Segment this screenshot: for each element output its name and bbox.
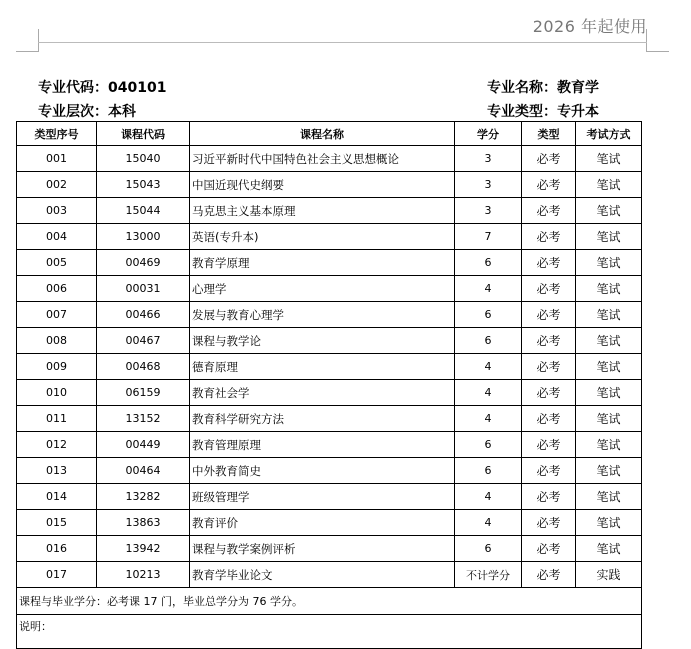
cell-credits: 6 — [455, 458, 522, 484]
major-code-label: 专业代码 ： — [38, 80, 108, 96]
col-header-credits: 学分 — [455, 122, 522, 146]
cell-seq: 003 — [17, 198, 97, 224]
major-type-label: 专业类型 ： — [487, 104, 557, 120]
cell-credits: 6 — [455, 250, 522, 276]
table-row — [17, 562, 642, 588]
col-header-type: 类型 — [522, 122, 576, 146]
cell-type: 必考 — [522, 224, 576, 250]
cell-exam: 实践 — [576, 562, 642, 588]
cell-exam: 笔试 — [576, 406, 642, 432]
cell-type: 必考 — [522, 354, 576, 380]
course-table-body — [17, 146, 642, 588]
cell-exam: 笔试 — [576, 354, 642, 380]
cell-code: 00468 — [97, 354, 190, 380]
crop-mark-left — [16, 29, 39, 52]
cell-name: 教育科学研究方法 — [190, 406, 455, 432]
major-name — [487, 77, 599, 97]
cell-code: 13863 — [97, 510, 190, 536]
cell-seq: 012 — [17, 432, 97, 458]
cell-credits: 6 — [455, 432, 522, 458]
cell-seq: 008 — [17, 328, 97, 354]
cell-exam: 笔试 — [576, 172, 642, 198]
cell-seq: 016 — [17, 536, 97, 562]
major-code — [38, 77, 166, 97]
notes-label: 说明： — [17, 615, 642, 649]
table-header-row — [17, 122, 642, 146]
cell-code: 00466 — [97, 302, 190, 328]
table-row — [17, 146, 642, 172]
cell-name: 习近平新时代中国特色社会主义思想概论 — [190, 146, 455, 172]
cell-name: 班级管理学 — [190, 484, 455, 510]
cell-type: 必考 — [522, 536, 576, 562]
cell-exam: 笔试 — [576, 224, 642, 250]
table-row — [17, 536, 642, 562]
cell-type: 必考 — [522, 146, 576, 172]
cell-credits: 4 — [455, 484, 522, 510]
cell-exam: 笔试 — [576, 432, 642, 458]
table-row — [17, 458, 642, 484]
major-name-label: 专业名称 ： — [487, 80, 557, 96]
cell-credits: 3 — [455, 172, 522, 198]
table-footer-row — [17, 588, 642, 615]
cell-type: 必考 — [522, 458, 576, 484]
col-header-exam: 考试方式 — [576, 122, 642, 146]
cell-code: 06159 — [97, 380, 190, 406]
cell-seq: 010 — [17, 380, 97, 406]
cell-name: 中外教育简史 — [190, 458, 455, 484]
major-name-value: 教育学 — [557, 80, 599, 96]
col-header-code: 课程代码 — [97, 122, 190, 146]
cell-name: 教育学毕业论文 — [190, 562, 455, 588]
cell-name: 马克思主义基本原理 — [190, 198, 455, 224]
cell-exam: 笔试 — [576, 302, 642, 328]
cell-exam: 笔试 — [576, 510, 642, 536]
cell-seq: 004 — [17, 224, 97, 250]
cell-name: 教育管理原理 — [190, 432, 455, 458]
table-row — [17, 406, 642, 432]
cell-code: 00464 — [97, 458, 190, 484]
table-notes-row — [17, 615, 642, 649]
cell-type: 必考 — [522, 276, 576, 302]
cell-credits: 6 — [455, 302, 522, 328]
cell-code: 13942 — [97, 536, 190, 562]
major-type — [487, 101, 599, 121]
table-row — [17, 432, 642, 458]
cell-credits: 4 — [455, 276, 522, 302]
table-row — [17, 328, 642, 354]
cell-type: 必考 — [522, 484, 576, 510]
major-level-value: 本科 — [108, 104, 136, 120]
cell-seq: 009 — [17, 354, 97, 380]
table-row — [17, 224, 642, 250]
major-type-value: 专升本 — [557, 104, 599, 120]
cell-code: 00467 — [97, 328, 190, 354]
cell-name: 教育社会学 — [190, 380, 455, 406]
cell-code: 00469 — [97, 250, 190, 276]
cell-type: 必考 — [522, 380, 576, 406]
credit-summary: 课程与毕业学分：必考课 17 门，毕业总学分为 76 学分。 — [17, 588, 642, 615]
cell-name: 中国近现代史纲要 — [190, 172, 455, 198]
cell-type: 必考 — [522, 328, 576, 354]
cell-name: 课程与教学论 — [190, 328, 455, 354]
cell-seq: 014 — [17, 484, 97, 510]
cell-exam: 笔试 — [576, 380, 642, 406]
course-table — [16, 121, 642, 649]
cell-seq: 005 — [17, 250, 97, 276]
usage-year-note: 2026 年起使用 — [532, 17, 647, 36]
cell-credits: 6 — [455, 328, 522, 354]
cell-exam: 笔试 — [576, 458, 642, 484]
cell-code: 13152 — [97, 406, 190, 432]
cell-seq: 017 — [17, 562, 97, 588]
cell-type: 必考 — [522, 510, 576, 536]
cell-code: 15044 — [97, 198, 190, 224]
cell-credits: 4 — [455, 354, 522, 380]
table-row — [17, 172, 642, 198]
cell-code: 10213 — [97, 562, 190, 588]
table-row — [17, 276, 642, 302]
cell-name: 教育评价 — [190, 510, 455, 536]
cell-credits: 3 — [455, 198, 522, 224]
cell-type: 必考 — [522, 432, 576, 458]
cell-type: 必考 — [522, 172, 576, 198]
cell-type: 必考 — [522, 250, 576, 276]
cell-code: 15043 — [97, 172, 190, 198]
col-header-name: 课程名称 — [190, 122, 455, 146]
cell-exam: 笔试 — [576, 536, 642, 562]
cell-credits: 7 — [455, 224, 522, 250]
cell-seq: 007 — [17, 302, 97, 328]
cell-exam: 笔试 — [576, 276, 642, 302]
cell-credits: 6 — [455, 536, 522, 562]
table-row — [17, 484, 642, 510]
cell-exam: 笔试 — [576, 250, 642, 276]
table-row — [17, 302, 642, 328]
major-code-value: 040101 — [108, 80, 167, 96]
cell-code: 13000 — [97, 224, 190, 250]
cell-seq: 002 — [17, 172, 97, 198]
cell-type: 必考 — [522, 302, 576, 328]
cell-name: 课程与教学案例评析 — [190, 536, 455, 562]
col-header-seq: 类型序号 — [17, 122, 97, 146]
cell-exam: 笔试 — [576, 198, 642, 224]
cell-credits: 4 — [455, 510, 522, 536]
cell-seq: 011 — [17, 406, 97, 432]
crop-mark-right — [646, 29, 669, 52]
cell-exam: 笔试 — [576, 146, 642, 172]
cell-code: 13282 — [97, 484, 190, 510]
cell-name: 心理学 — [190, 276, 455, 302]
cell-name: 德育原理 — [190, 354, 455, 380]
table-row — [17, 380, 642, 406]
cell-code: 00449 — [97, 432, 190, 458]
header-rule — [38, 42, 647, 43]
cell-name: 英语(专升本) — [190, 224, 455, 250]
table-row — [17, 354, 642, 380]
cell-seq: 001 — [17, 146, 97, 172]
cell-credits: 4 — [455, 380, 522, 406]
cell-code: 15040 — [97, 146, 190, 172]
major-level — [38, 101, 136, 121]
cell-name: 发展与教育心理学 — [190, 302, 455, 328]
cell-credits: 3 — [455, 146, 522, 172]
cell-exam: 笔试 — [576, 484, 642, 510]
cell-seq: 015 — [17, 510, 97, 536]
cell-type: 必考 — [522, 562, 576, 588]
cell-exam: 笔试 — [576, 328, 642, 354]
major-level-label: 专业层次 ： — [38, 104, 108, 120]
cell-code: 00031 — [97, 276, 190, 302]
cell-credits: 不计学分 — [455, 562, 522, 588]
table-row — [17, 198, 642, 224]
cell-seq: 006 — [17, 276, 97, 302]
cell-name: 教育学原理 — [190, 250, 455, 276]
cell-seq: 013 — [17, 458, 97, 484]
cell-credits: 4 — [455, 406, 522, 432]
table-row — [17, 510, 642, 536]
cell-type: 必考 — [522, 198, 576, 224]
cell-type: 必考 — [522, 406, 576, 432]
table-row — [17, 250, 642, 276]
